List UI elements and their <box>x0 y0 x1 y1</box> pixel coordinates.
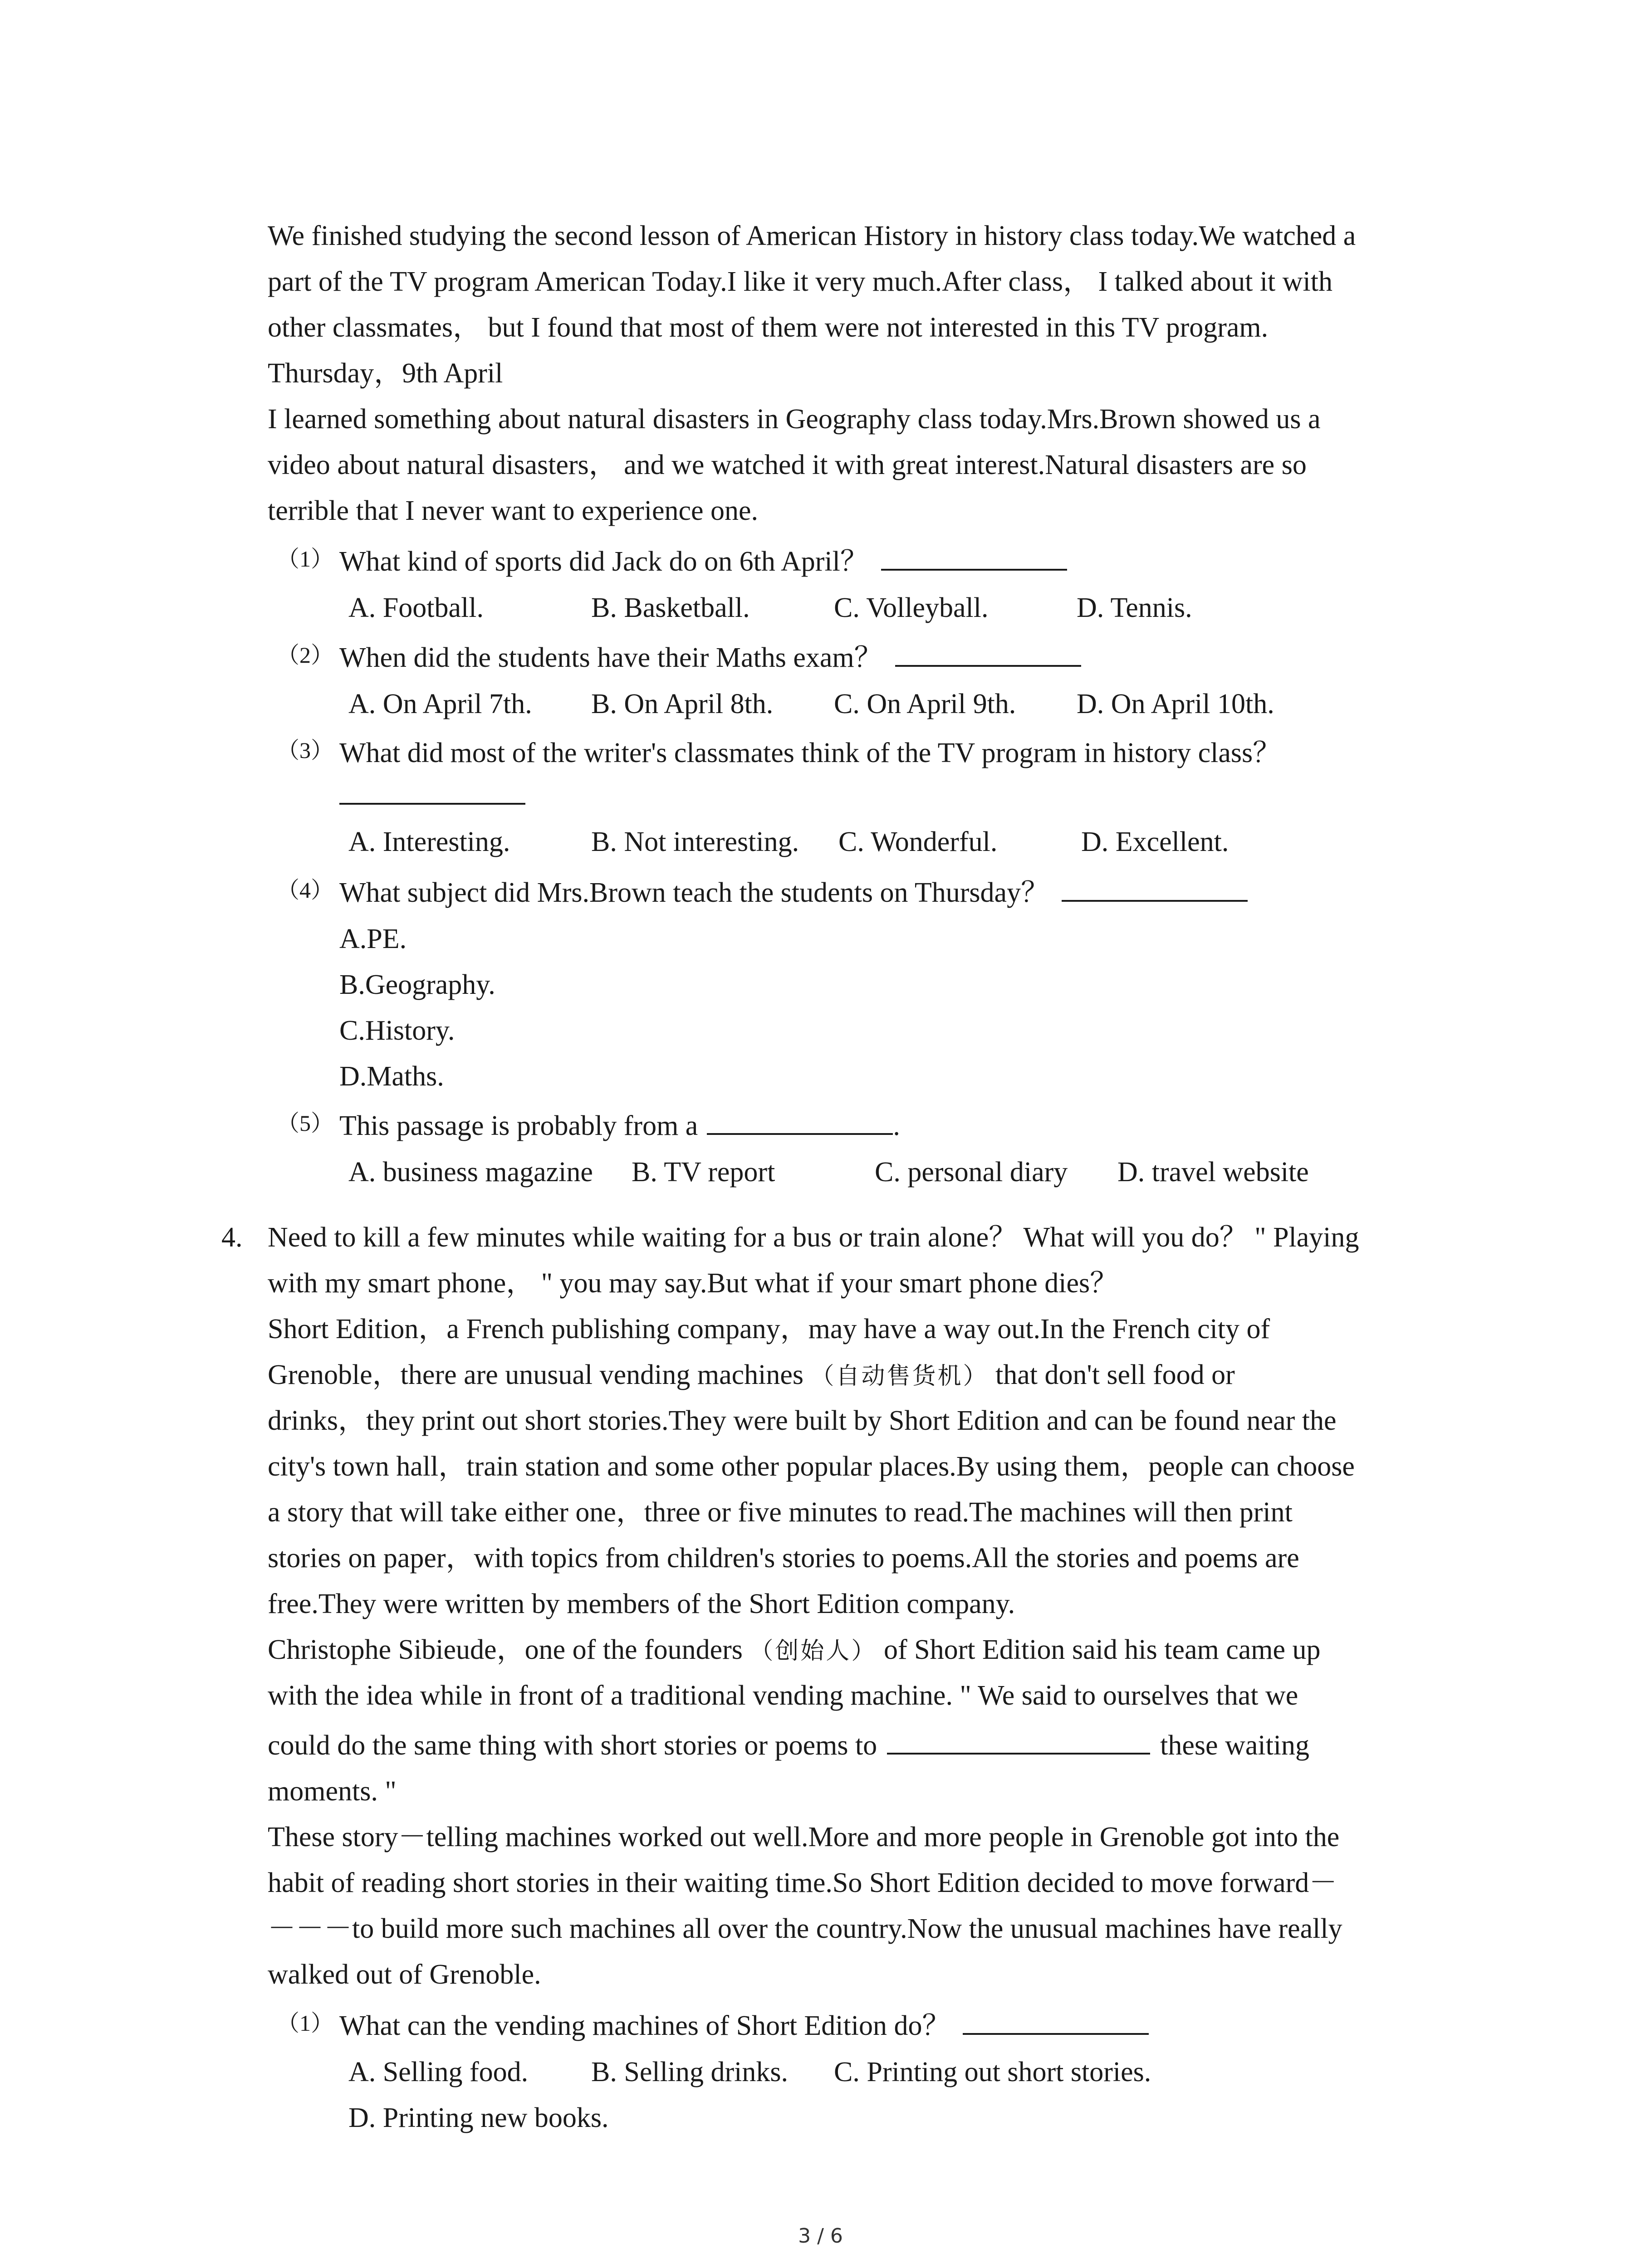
option-c: C. On April 9th. <box>834 689 1016 719</box>
passage-text: Christophe Sibieude，one of the founders <box>268 1634 743 1665</box>
passage-line: stories on paper，with topics from children's stories to poems.All the stories and poems are <box>268 1543 1299 1574</box>
answer-blank[interactable] <box>1062 872 1248 902</box>
passage-text: of Short Edition said his team came up <box>883 1634 1321 1665</box>
passage-line: habit of reading short stories in their waiting time.So Short Edition decided to move forward－ <box>268 1867 1337 1898</box>
option-c: C. Wonderful. <box>838 826 998 857</box>
option-d: D. Tennis. <box>1077 592 1192 623</box>
passage-text: these waiting <box>1160 1730 1310 1761</box>
passage-line: moments. " <box>268 1776 397 1807</box>
question-group-number: 4. <box>221 1222 243 1253</box>
question-text <box>339 1103 900 1149</box>
passage-line: －－－to build more such machines all over the country.Now the unusual machines have really <box>268 1913 1342 1944</box>
option-b: B. On April 8th. <box>591 689 774 719</box>
option-a: A. business magazine <box>348 1157 593 1188</box>
answer-blank[interactable] <box>963 2005 1149 2035</box>
page-number: 3 / 6 <box>798 2224 843 2248</box>
option-c: C. personal diary <box>875 1157 1068 1188</box>
answer-blank[interactable] <box>887 1725 1150 1755</box>
question-text <box>339 2003 1149 2048</box>
question-text-content: When did the students have their Maths exam？ <box>339 642 882 673</box>
question-text-content: What kind of sports did Jack do on 6th April？ <box>339 546 868 577</box>
passage-text: could do the same thing with short stories or poems to <box>268 1730 877 1761</box>
option-b: B. Basketball. <box>591 592 750 623</box>
passage-line: video about natural disasters， and we watched it with great interest.Natural disasters are so <box>268 450 1307 480</box>
option-b: B. Selling drinks. <box>591 2057 789 2087</box>
option-b: B. Not interesting. <box>591 826 799 857</box>
passage-line: We finished studying the second lesson of American History in history class today.We watched a <box>268 220 1356 251</box>
option-d: D. On April 10th. <box>1077 689 1274 719</box>
option-b: B.Geography. <box>339 969 495 1000</box>
passage-line: city's town hall，train station and some other popular places.By using them，people can choose <box>268 1451 1355 1482</box>
passage-line <box>268 1352 1235 1399</box>
answer-blank[interactable] <box>339 803 525 805</box>
passage-line: These story－telling machines worked out well.More and more people in Grenoble got into the <box>268 1822 1340 1853</box>
passage-line: free.They were written by members of the Short Edition company. <box>268 1589 1015 1619</box>
passage-text: that don't sell food or <box>995 1359 1235 1390</box>
passage-line: I learned something about natural disasters in Geography class today.Mrs.Brown showed us a <box>268 404 1321 435</box>
option-c: C. Printing out short stories. <box>834 2057 1151 2087</box>
option-c: C. Volleyball. <box>834 592 989 623</box>
question-number: （4） <box>277 877 333 903</box>
passage-line: walked out of Grenoble. <box>268 1959 541 1990</box>
option-a: A. Selling food. <box>348 2057 529 2087</box>
option-d: D. Printing new books. <box>348 2102 609 2133</box>
option-a: A.PE. <box>339 924 407 954</box>
question-text-content: What subject did Mrs.Brown teach the students on Thursday？ <box>339 877 1049 908</box>
passage-line: Need to kill a few minutes while waiting for a bus or train alone？ What will you do？ " Playing <box>268 1222 1359 1253</box>
question-text-content: This passage is probably from a <box>339 1110 698 1141</box>
passage-line: other classmates， but I found that most of them were not interested in this TV program. <box>268 312 1269 343</box>
question-text: What did most of the writer's classmates think of the TV program in history class？ <box>339 738 1281 768</box>
question-number: （1） <box>277 2010 333 2036</box>
option-a: A. On April 7th. <box>348 689 532 719</box>
option-b: B. TV report <box>632 1157 775 1188</box>
passage-line: a story that will take either one，three or five minutes to read.The machines will then print <box>268 1497 1293 1528</box>
question-text-end: . <box>893 1110 900 1141</box>
passage-line: Short Edition，a French publishing company，may have a way out.In the French city of <box>268 1314 1270 1344</box>
question-number: （2） <box>277 642 333 668</box>
question-text <box>339 635 1081 680</box>
option-a: A. Football. <box>348 592 484 623</box>
option-d: D.Maths. <box>339 1061 444 1092</box>
passage-line: Thursday，9th April <box>268 358 503 389</box>
option-d: D. travel website <box>1117 1157 1309 1188</box>
answer-blank[interactable] <box>707 1105 893 1135</box>
question-number: （5） <box>277 1110 333 1136</box>
passage-line: with my smart phone， " you may say.But what if your smart phone dies？ <box>268 1268 1118 1299</box>
question-text <box>339 870 1248 915</box>
answer-blank[interactable] <box>895 637 1081 667</box>
question-number: （3） <box>277 738 333 763</box>
option-d: D. Excellent. <box>1081 826 1229 857</box>
question-text <box>339 539 1067 584</box>
option-c: C.History. <box>339 1015 455 1046</box>
option-a: A. Interesting. <box>348 826 510 857</box>
question-number: （1） <box>277 546 333 572</box>
passage-line: terrible that I never want to experience one. <box>268 495 759 526</box>
passage-line: with the idea while in front of a traditional vending machine. " We said to ourselves that we <box>268 1680 1298 1711</box>
passage-line <box>268 1627 1320 1674</box>
chinese-gloss: （自动售货机） <box>810 1363 989 1390</box>
question-text-content: What can the vending machines of Short Edition do？ <box>339 2010 950 2041</box>
answer-blank[interactable] <box>881 541 1067 571</box>
chinese-gloss: （创始人） <box>749 1637 877 1665</box>
passage-line: drinks，they print out short stories.They were built by Short Edition and can be found near the <box>268 1405 1337 1436</box>
passage-line: part of the TV program American Today.I like it very much.After class， I talked about it with <box>268 266 1333 297</box>
passage-text: Grenoble，there are unusual vending machines <box>268 1359 804 1390</box>
passage-line <box>268 1723 1309 1768</box>
